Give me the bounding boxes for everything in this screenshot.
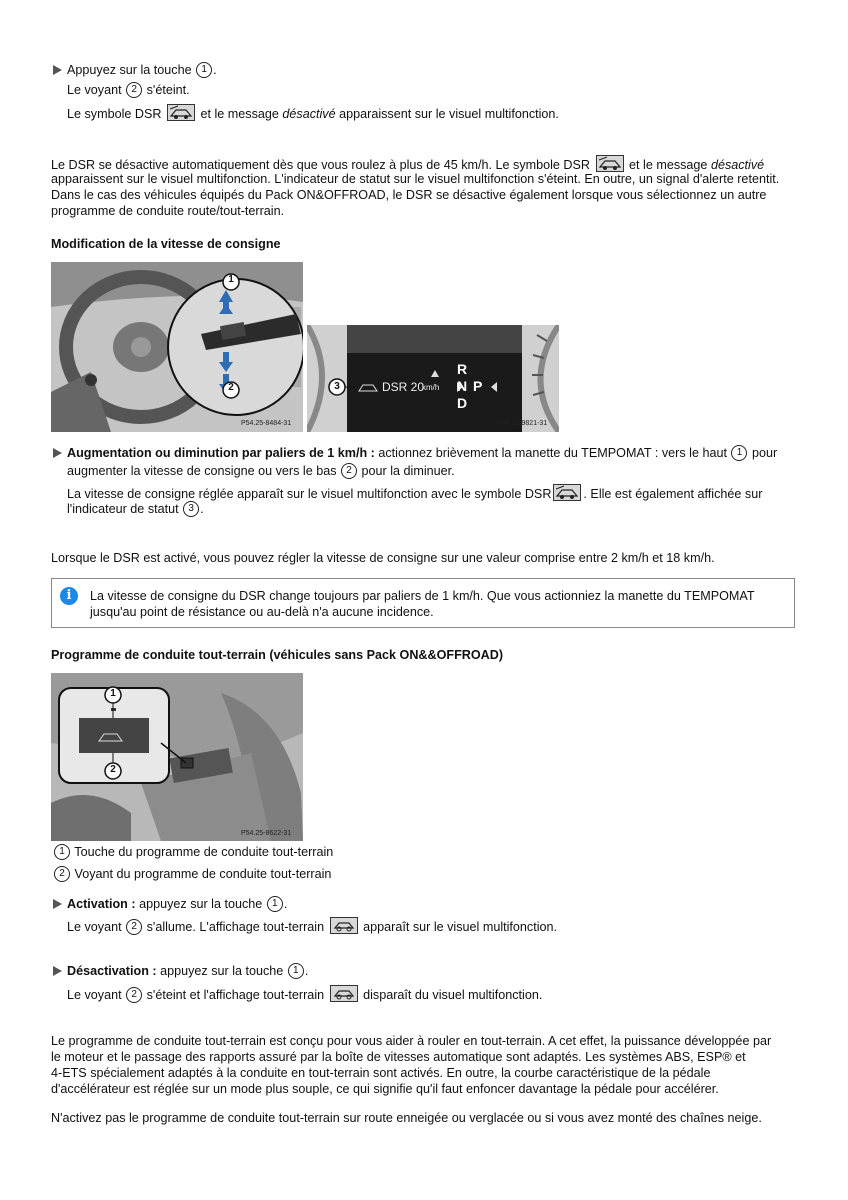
text: appuyez sur la touche xyxy=(139,897,263,911)
dsr-speed-unit: km/h xyxy=(422,383,440,392)
text-bold: Augmentation ou diminution par paliers de 1 km/h : xyxy=(67,446,375,460)
callout-2-icon: 2 xyxy=(126,919,142,935)
text: Le symbole DSR xyxy=(67,107,162,121)
gear-d: D xyxy=(457,395,468,411)
text: et le message xyxy=(200,107,279,121)
text: s'éteint et l'affichage tout-terrain xyxy=(146,988,325,1002)
para4: N'activez pas le programme de conduite tout-terrain sur route enneigée ou verglacée ou si vous avez monté des chaînes neige. xyxy=(51,1111,762,1125)
text: actionnez brièvement la manette du TEMPOMAT : vers le haut xyxy=(378,446,727,460)
callout-2-icon: 2 xyxy=(126,82,142,98)
text: s'allume. L'affichage tout-terrain xyxy=(146,920,325,934)
callout-1-icon: 1 xyxy=(196,62,212,78)
text: La vitesse de consigne réglée apparaît sur le visuel multifonction avec le symbole DSR xyxy=(67,487,552,501)
text: apparaissent sur le visuel multifonction. xyxy=(339,107,559,121)
console-illustration xyxy=(51,673,303,841)
bullet-icon xyxy=(53,448,62,458)
para3-line3: 4-ETS spécialement adaptés à la conduite en tout-terrain sont activés. En outre, la courbe caractéristique de la pédale xyxy=(51,1066,711,1080)
figure-caption: P54.25-8622-31 xyxy=(241,830,292,837)
text: l'indicateur de statut xyxy=(67,502,179,516)
legend-item xyxy=(53,844,333,860)
text: Le voyant xyxy=(67,83,122,97)
para3-line4: d'accélérateur est réglée sur un mode plus souple, ce qui signifie qu'il faut enfoncer davantage la pédale pour accélérer. xyxy=(51,1082,719,1096)
text: apparaît sur le visuel multifonction. xyxy=(363,920,558,934)
callout-3-icon: 3 xyxy=(183,501,199,517)
text: . xyxy=(200,502,204,516)
text: et le message xyxy=(629,158,708,172)
step2-line4 xyxy=(67,501,204,517)
offroad-symbol-icon xyxy=(330,917,358,934)
callout-1-label: 1 xyxy=(110,688,116,699)
dsr-symbol-icon xyxy=(167,104,195,121)
para1-line2: apparaissent sur le visuel multifonction. L'indicateur de statut sur le visuel multifonction s'éteint. En outre, un signal d'alerte retentit. xyxy=(51,172,780,186)
note-line2: jusqu'au point de résistance ou au-delà n'a aucune incidence. xyxy=(90,605,434,619)
bullet-icon xyxy=(53,966,62,976)
dsr-symbol-icon xyxy=(596,155,624,172)
callout-3-label: 3 xyxy=(334,381,340,392)
gear-r: R xyxy=(457,361,468,377)
callout-2-icon: 2 xyxy=(54,866,70,882)
gear-p: P xyxy=(473,378,483,394)
text: Appuyez sur la touche xyxy=(67,63,192,77)
step1-line3 xyxy=(67,104,559,122)
callout-1-icon: 1 xyxy=(54,844,70,860)
text: pour la diminuer. xyxy=(361,464,455,478)
callout-1-label: 1 xyxy=(228,274,234,285)
cluster-illustration xyxy=(307,325,559,432)
step2-line3 xyxy=(67,484,762,502)
text: Le voyant xyxy=(67,920,122,934)
text-italic: désactivé xyxy=(282,107,336,121)
para3-line1: Le programme de conduite tout-terrain est conçu pour vous aider à rouler en tout-terrain. A cet effet, la puissance développée par xyxy=(51,1034,772,1048)
callout-2-icon: 2 xyxy=(341,463,357,479)
dsr-speed-readout: DSR 20 xyxy=(382,380,425,394)
figure-caption: P54.25-8484-31 xyxy=(241,420,292,427)
text: augmenter la vitesse de consigne ou vers le bas xyxy=(67,464,337,478)
text: pour xyxy=(751,446,778,460)
step2-line1 xyxy=(67,445,777,461)
callout-2-icon: 2 xyxy=(126,987,142,1003)
step2-line2 xyxy=(67,463,455,479)
para3-line2: le moteur et le passage des rapports assuré par la boîte de vitesses automatique sont adaptés. Les systèmes ABS, ESP® et xyxy=(51,1050,746,1064)
text: Voyant du programme de conduite tout-terrain xyxy=(74,867,332,881)
section-heading: Programme de conduite tout-terrain (véhicules sans Pack ON&&OFFROAD) xyxy=(51,648,504,662)
activation-line2 xyxy=(67,917,557,935)
text-bold: Activation : xyxy=(67,897,136,911)
steering-stalk-illustration xyxy=(51,262,303,432)
text: . xyxy=(213,63,217,77)
callout-1-icon: 1 xyxy=(267,896,283,912)
offroad-symbol-icon xyxy=(330,985,358,1002)
text: . Elle est également affichée sur xyxy=(583,487,763,501)
bullet-icon xyxy=(53,899,62,909)
dsr-symbol-icon xyxy=(553,484,581,501)
text: Touche du programme de conduite tout-terrain xyxy=(74,845,334,859)
section-heading: Modification de la vitesse de consigne xyxy=(51,237,281,251)
para1-line4: programme de conduite route/tout-terrain. xyxy=(51,204,285,218)
callout-2-label: 2 xyxy=(110,764,116,775)
text: . xyxy=(304,964,309,978)
bullet-icon xyxy=(53,65,62,75)
step1-line1 xyxy=(67,62,217,78)
step1-line2 xyxy=(67,82,190,98)
para2: Lorsque le DSR est activé, vous pouvez régler la vitesse de consigne sur une valeur comprise entre 2 km/h et 18 km/h. xyxy=(51,551,715,565)
text: disparaît du visuel multifonction. xyxy=(363,988,543,1002)
text-italic: désactivé xyxy=(710,158,765,172)
note-line1: La vitesse de consigne du DSR change toujours par paliers de 1 km/h. Que vous actionniez la manette du TEMPOMAT xyxy=(90,589,755,603)
callout-1-icon: 1 xyxy=(731,445,747,461)
deactivation-line1 xyxy=(67,963,308,979)
callout-2-label: 2 xyxy=(228,382,234,393)
info-icon: i xyxy=(60,587,78,605)
text: s'éteint. xyxy=(146,83,190,97)
deactivation-line2 xyxy=(67,985,542,1003)
callout-1-icon: 1 xyxy=(288,963,304,979)
text: Le DSR se désactive automatiquement dès que vous roulez à plus de 45 km/h. Le symbole DSR xyxy=(51,158,591,172)
info-note xyxy=(51,578,795,628)
para1-line3: Dans le cas des véhicules équipés du Pack ON&OFFROAD, le DSR se désactive également lorsque vous sélectionnez un autre xyxy=(51,188,767,202)
figure-console xyxy=(51,673,303,841)
legend-item xyxy=(53,866,331,882)
text: appuyez sur la touche xyxy=(160,964,284,978)
figure-instrument-display xyxy=(307,325,559,432)
text: . xyxy=(283,897,288,911)
activation-line1 xyxy=(67,896,287,912)
gear-n: N xyxy=(457,378,468,394)
text-bold: Désactivation : xyxy=(67,964,157,978)
figure-caption: P54.32-9821-31 xyxy=(497,420,548,427)
figure-steering-stalk xyxy=(51,262,303,432)
text: Le voyant xyxy=(67,988,122,1002)
